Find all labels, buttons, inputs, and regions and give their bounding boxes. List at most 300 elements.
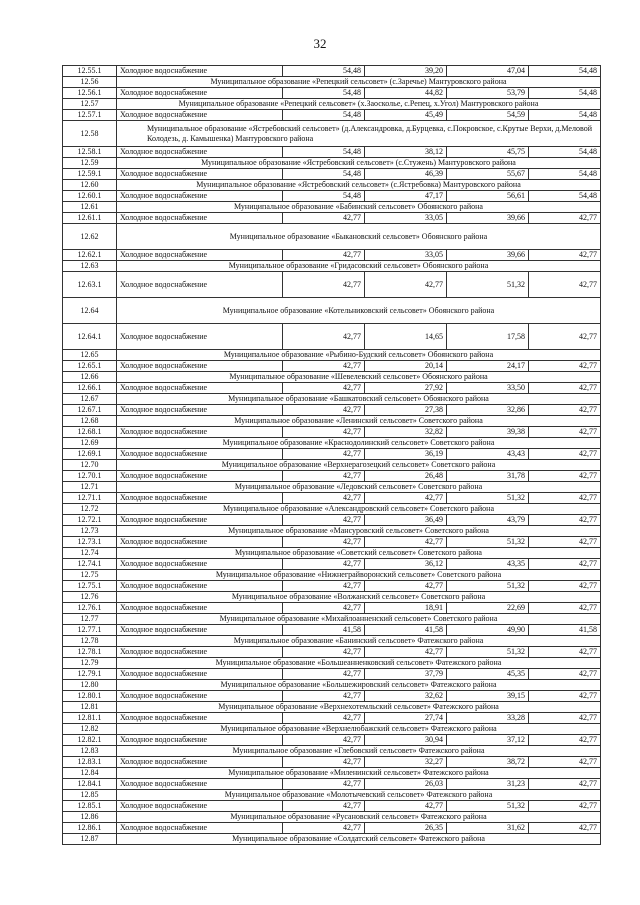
tariff-value-4: 42,77 [529,757,601,768]
section-header-row [63,790,601,801]
row-code: 12.68.1 [63,427,117,438]
municipality-title: Муниципальное образование «Александровский сельсовет» Советского района [117,504,601,515]
row-code: 12.78 [63,636,117,647]
tariff-value-1: 54,48 [283,110,365,121]
tariff-value-4: 42,77 [529,647,601,658]
service-name: Холодное водоснабжение [117,272,283,298]
tariff-value-4: 42,77 [529,324,601,350]
tariff-value-2: 14,65 [365,324,447,350]
row-code: 12.56.1 [63,88,117,99]
tariff-value-3: 24,17 [447,361,529,372]
row-code: 12.66 [63,372,117,383]
row-code: 12.79 [63,658,117,669]
tariff-value-1: 42,77 [283,691,365,702]
tariff-value-3: 38,72 [447,757,529,768]
row-code: 12.87 [63,834,117,845]
tariff-row [63,823,601,834]
municipality-title: Муниципальное образование «Банинский сельсовет» Фатежского района [117,636,601,647]
tariff-value-2: 32,27 [365,757,447,768]
service-name: Холодное водоснабжение [117,449,283,460]
row-code: 12.62 [63,224,117,250]
tariff-value-4: 42,77 [529,581,601,592]
tariff-value-4: 42,77 [529,669,601,680]
tariff-value-4: 42,77 [529,471,601,482]
tariff-value-1: 42,77 [283,647,365,658]
tariff-value-2: 37,79 [365,669,447,680]
section-header-row [63,658,601,669]
municipality-title: Муниципальное образование «Репецкий сельсовет» (с.Заречье) Мантуровского района [117,77,601,88]
tariff-value-4: 54,48 [529,147,601,158]
tariff-value-2: 26,03 [365,779,447,790]
tariff-value-1: 54,48 [283,147,365,158]
section-header-row [63,592,601,603]
tariff-value-2: 33,05 [365,213,447,224]
tariff-value-2: 27,74 [365,713,447,724]
row-code: 12.75.1 [63,581,117,592]
service-name: Холодное водоснабжение [117,757,283,768]
tariff-value-2: 47,17 [365,191,447,202]
tariff-value-2: 36,19 [365,449,447,460]
tariff-row [63,779,601,790]
municipality-title: Муниципальное образование «Волжанский сельсовет» Советского района [117,592,601,603]
service-name: Холодное водоснабжение [117,713,283,724]
row-code: 12.74 [63,548,117,559]
row-code: 12.79.1 [63,669,117,680]
municipality-title: Муниципальное образование «Ленинский сельсовет» Советского района [117,416,601,427]
service-name: Холодное водоснабжение [117,735,283,746]
tariff-value-4: 42,77 [529,735,601,746]
row-code: 12.69 [63,438,117,449]
service-name: Холодное водоснабжение [117,537,283,548]
tariff-value-2: 42,77 [365,537,447,548]
tariff-value-1: 42,77 [283,213,365,224]
row-code: 12.65.1 [63,361,117,372]
tariff-value-3: 49,90 [447,625,529,636]
tariff-row [63,603,601,614]
section-header-row [63,158,601,169]
section-header-row [63,548,601,559]
row-code: 12.77 [63,614,117,625]
tariff-value-1: 42,77 [283,823,365,834]
service-name: Холодное водоснабжение [117,324,283,350]
tariff-row [63,757,601,768]
tariff-value-4: 42,77 [529,493,601,504]
row-code: 12.69.1 [63,449,117,460]
row-code: 12.86 [63,812,117,823]
row-code: 12.71 [63,482,117,493]
tariff-table-body [63,66,601,845]
tariff-value-3: 45,35 [447,669,529,680]
row-code: 12.58 [63,121,117,147]
municipality-title: Муниципальное образование «Большежировский сельсовет» Фатежского района [117,680,601,691]
service-name: Холодное водоснабжение [117,66,283,77]
tariff-row [63,713,601,724]
section-header-row [63,614,601,625]
row-code: 12.86.1 [63,823,117,834]
tariff-row [63,191,601,202]
tariff-row [63,383,601,394]
municipality-title: Муниципальное образование «Ледовский сельсовет» Советского района [117,482,601,493]
tariff-value-4: 54,48 [529,191,601,202]
section-header-row [63,526,601,537]
section-header-row [63,372,601,383]
tariff-row [63,537,601,548]
tariff-row [63,559,601,570]
row-code: 12.85.1 [63,801,117,812]
tariff-row [63,110,601,121]
municipality-title: Муниципальное образование «Ястребовский сельсовет» (с.Ястребовка) Мантуровского района [117,180,601,191]
tariff-row [63,669,601,680]
row-code: 12.60.1 [63,191,117,202]
row-code: 12.77.1 [63,625,117,636]
section-header-row [63,298,601,324]
tariff-value-1: 42,77 [283,801,365,812]
row-code: 12.81.1 [63,713,117,724]
tariff-value-2: 42,77 [365,801,447,812]
municipality-title: Муниципальное образование «Гридасовский сельсовет» Обоянского района [117,261,601,272]
section-header-row [63,350,601,361]
tariff-value-1: 42,77 [283,427,365,438]
tariff-value-1: 42,77 [283,449,365,460]
row-code: 12.75 [63,570,117,581]
tariff-value-2: 27,92 [365,383,447,394]
tariff-value-1: 54,48 [283,169,365,180]
tariff-value-1: 42,77 [283,581,365,592]
tariff-row [63,405,601,416]
row-code: 12.56 [63,77,117,88]
tariff-value-4: 54,48 [529,169,601,180]
service-name: Холодное водоснабжение [117,493,283,504]
service-name: Холодное водоснабжение [117,250,283,261]
row-code: 12.70.1 [63,471,117,482]
tariff-value-4: 42,77 [529,537,601,548]
tariff-value-3: 22,69 [447,603,529,614]
row-code: 12.64.1 [63,324,117,350]
municipality-title: Муниципальное образование «Солдатский сельсовет» Фатежского района [117,834,601,845]
tariff-value-4: 54,48 [529,88,601,99]
service-name: Холодное водоснабжение [117,191,283,202]
tariff-row [63,427,601,438]
row-code: 12.72.1 [63,515,117,526]
service-name: Холодное водоснабжение [117,647,283,658]
row-code: 12.81 [63,702,117,713]
municipality-title: Муниципальное образование «Михайлоанненский сельсовет» Советского района [117,614,601,625]
section-header-row [63,636,601,647]
tariff-value-2: 38,12 [365,147,447,158]
row-code: 12.67 [63,394,117,405]
tariff-row [63,147,601,158]
municipality-title: Муниципальное образование «Большеанненковский сельсовет» Фатежского района [117,658,601,669]
service-name: Холодное водоснабжение [117,801,283,812]
row-code: 12.59 [63,158,117,169]
section-header-row [63,834,601,845]
row-code: 12.61 [63,202,117,213]
tariff-value-3: 32,86 [447,405,529,416]
municipality-title: Муниципальное образование «Миленинский сельсовет» Фатежского района [117,768,601,779]
tariff-value-2: 20,14 [365,361,447,372]
section-header-row [63,121,601,147]
row-code: 12.59.1 [63,169,117,180]
municipality-title: Муниципальное образование «Рыбино-Будский сельсовет» Обоянского района [117,350,601,361]
municipality-title: Муниципальное образование «Быкановский сельсовет» Обоянского района [117,224,601,250]
municipality-title: Муниципальное образование «Котельниковский сельсовет» Обоянского района [117,298,601,324]
section-header-row [63,416,601,427]
tariff-value-3: 51,32 [447,272,529,298]
row-code: 12.65 [63,350,117,361]
service-name: Холодное водоснабжение [117,779,283,790]
row-code: 12.83 [63,746,117,757]
tariff-value-4: 42,77 [529,691,601,702]
row-code: 12.61.1 [63,213,117,224]
tariff-row [63,250,601,261]
section-header-row [63,99,601,110]
tariff-value-3: 56,61 [447,191,529,202]
row-code: 12.76 [63,592,117,603]
row-code: 12.68 [63,416,117,427]
tariff-value-3: 43,43 [447,449,529,460]
row-code: 12.71.1 [63,493,117,504]
section-header-row [63,504,601,515]
tariff-value-1: 54,48 [283,191,365,202]
section-header-row [63,460,601,471]
tariff-value-3: 53,79 [447,88,529,99]
tariff-value-4: 42,77 [529,383,601,394]
service-name: Холодное водоснабжение [117,147,283,158]
tariff-row [63,169,601,180]
tariff-value-2: 30,94 [365,735,447,746]
tariff-value-1: 54,48 [283,88,365,99]
service-name: Холодное водоснабжение [117,405,283,416]
municipality-title: Муниципальное образование «Ястребовский сельсовет» (д.Александровка, д.Бурцевка, с.Покровское, с.Крутые Верхи, д.Меловой Колодезь, д. Камышенка) Мантуровского района [117,121,601,147]
municipality-title: Муниципальное образование «Советский сельсовет» Советского района [117,548,601,559]
tariff-value-4: 42,77 [529,515,601,526]
section-header-row [63,394,601,405]
tariff-value-2: 41,58 [365,625,447,636]
tariff-row [63,324,601,350]
service-name: Холодное водоснабжение [117,559,283,570]
tariff-value-3: 51,32 [447,537,529,548]
section-header-row [63,702,601,713]
row-code: 12.72 [63,504,117,515]
service-name: Холодное водоснабжение [117,471,283,482]
tariff-value-3: 37,12 [447,735,529,746]
service-name: Холодное водоснабжение [117,603,283,614]
tariff-value-1: 42,77 [283,779,365,790]
tariff-row [63,272,601,298]
section-header-row [63,746,601,757]
tariff-row [63,471,601,482]
tariff-value-2: 42,77 [365,493,447,504]
tariff-row [63,735,601,746]
row-code: 12.58.1 [63,147,117,158]
municipality-title: Муниципальное образование «Башкатовский сельсовет» Обоянского района [117,394,601,405]
tariff-value-4: 54,48 [529,66,601,77]
municipality-title: Муниципальное образование «Молотычевский сельсовет» Фатежского района [117,790,601,801]
service-name: Холодное водоснабжение [117,110,283,121]
section-header-row [63,768,601,779]
tariff-value-3: 33,50 [447,383,529,394]
tariff-value-2: 42,77 [365,581,447,592]
tariff-value-3: 17,58 [447,324,529,350]
tariff-row [63,361,601,372]
tariff-row [63,66,601,77]
tariff-value-1: 54,48 [283,66,365,77]
tariff-row [63,515,601,526]
tariff-value-1: 42,77 [283,757,365,768]
tariff-value-1: 42,77 [283,493,365,504]
tariff-value-2: 36,12 [365,559,447,570]
service-name: Холодное водоснабжение [117,361,283,372]
tariff-value-1: 42,77 [283,272,365,298]
municipality-title: Муниципальное образование «Русановский сельсовет» Фатежского района [117,812,601,823]
section-header-row [63,224,601,250]
service-name: Холодное водоснабжение [117,427,283,438]
tariff-row [63,625,601,636]
tariff-value-3: 33,28 [447,713,529,724]
tariff-row [63,88,601,99]
tariff-value-3: 43,79 [447,515,529,526]
tariff-value-3: 51,32 [447,801,529,812]
row-code: 12.57 [63,99,117,110]
tariff-value-4: 42,77 [529,779,601,790]
tariff-value-2: 26,35 [365,823,447,834]
tariff-value-3: 51,32 [447,647,529,658]
municipality-title: Муниципальное образование «Репецкий сельсовет» (х.Заосколье, с.Репец, х.Угол) Мантуровского района [117,99,601,110]
tariff-value-1: 42,77 [283,383,365,394]
row-code: 12.63 [63,261,117,272]
tariff-value-3: 39,66 [447,213,529,224]
section-header-row [63,482,601,493]
tariff-row [63,691,601,702]
tariff-value-1: 42,77 [283,603,365,614]
tariff-value-4: 42,77 [529,559,601,570]
tariff-value-3: 47,04 [447,66,529,77]
municipality-title: Муниципальное образование «Мансуровский сельсовет» Советского района [117,526,601,537]
row-code: 12.74.1 [63,559,117,570]
section-header-row [63,180,601,191]
tariff-value-1: 42,77 [283,324,365,350]
row-code: 12.57.1 [63,110,117,121]
tariff-value-3: 54,59 [447,110,529,121]
section-header-row [63,77,601,88]
tariff-value-2: 44,82 [365,88,447,99]
section-header-row [63,680,601,691]
tariff-value-1: 42,77 [283,669,365,680]
tariff-value-1: 42,77 [283,735,365,746]
municipality-title: Муниципальное образование «Шевелевский сельсовет» Обоянского района [117,372,601,383]
tariff-value-2: 46,39 [365,169,447,180]
page-number: 32 [313,36,327,51]
municipality-title: Муниципальное образование «Бабинский сельсовет» Обоянского района [117,202,601,213]
service-name: Холодное водоснабжение [117,169,283,180]
tariff-value-2: 39,20 [365,66,447,77]
section-header-row [63,570,601,581]
tariff-value-2: 42,77 [365,272,447,298]
tariff-value-1: 42,77 [283,537,365,548]
row-code: 12.60 [63,180,117,191]
row-code: 12.84.1 [63,779,117,790]
tariff-value-2: 18,91 [365,603,447,614]
row-code: 12.78.1 [63,647,117,658]
section-header-row [63,261,601,272]
section-header-row [63,724,601,735]
tariff-value-4: 42,77 [529,713,601,724]
tariff-value-4: 54,48 [529,110,601,121]
tariff-value-1: 42,77 [283,405,365,416]
municipality-title: Муниципальное образование «Верхнехотемльский сельсовет» Фатежского района [117,702,601,713]
tariff-value-4: 42,77 [529,405,601,416]
section-header-row [63,202,601,213]
municipality-title: Муниципальное образование «Краснодолинский сельсовет» Советского района [117,438,601,449]
service-name: Холодное водоснабжение [117,213,283,224]
tariff-value-1: 42,77 [283,713,365,724]
tariff-row [63,493,601,504]
row-code: 12.82.1 [63,735,117,746]
tariff-value-1: 42,77 [283,559,365,570]
service-name: Холодное водоснабжение [117,691,283,702]
section-header-row [63,438,601,449]
tariff-value-3: 39,66 [447,250,529,261]
tariff-value-3: 39,15 [447,691,529,702]
section-header-row [63,812,601,823]
tariff-value-3: 43,35 [447,559,529,570]
tariff-value-2: 45,49 [365,110,447,121]
tariff-value-4: 42,77 [529,603,601,614]
row-code: 12.63.1 [63,272,117,298]
tariff-value-4: 42,77 [529,823,601,834]
tariff-value-3: 51,32 [447,493,529,504]
municipality-title: Муниципальное образование «Ястребовский сельсовет» (с.Стужень) Мантуровского района [117,158,601,169]
tariff-value-4: 42,77 [529,449,601,460]
service-name: Холодное водоснабжение [117,581,283,592]
tariff-value-2: 36,49 [365,515,447,526]
row-code: 12.80 [63,680,117,691]
row-code: 12.66.1 [63,383,117,394]
tariff-value-2: 42,77 [365,647,447,658]
tariff-value-3: 39,38 [447,427,529,438]
tariff-value-3: 55,67 [447,169,529,180]
row-code: 12.64 [63,298,117,324]
tariff-value-1: 42,77 [283,515,365,526]
row-code: 12.67.1 [63,405,117,416]
row-code: 12.73 [63,526,117,537]
service-name: Холодное водоснабжение [117,669,283,680]
row-code: 12.85 [63,790,117,801]
tariff-value-3: 31,78 [447,471,529,482]
municipality-title: Муниципальное образование «Глебовский сельсовет» Фатежского района [117,746,601,757]
municipality-title: Муниципальное образование «Нижнеграйворонский сельсовет» Советского района [117,570,601,581]
service-name: Холодное водоснабжение [117,625,283,636]
tariff-value-1: 42,77 [283,471,365,482]
tariff-table [62,65,601,845]
row-code: 12.73.1 [63,537,117,548]
tariff-value-2: 27,38 [365,405,447,416]
service-name: Холодное водоснабжение [117,515,283,526]
tariff-row [63,581,601,592]
tariff-value-4: 42,77 [529,272,601,298]
row-code: 12.84 [63,768,117,779]
tariff-row [63,647,601,658]
tariff-value-3: 45,75 [447,147,529,158]
row-code: 12.70 [63,460,117,471]
tariff-value-1: 42,77 [283,361,365,372]
tariff-value-3: 31,62 [447,823,529,834]
row-code: 12.82 [63,724,117,735]
tariff-value-4: 42,77 [529,801,601,812]
tariff-value-2: 33,05 [365,250,447,261]
tariff-row [63,213,601,224]
tariff-value-4: 42,77 [529,250,601,261]
